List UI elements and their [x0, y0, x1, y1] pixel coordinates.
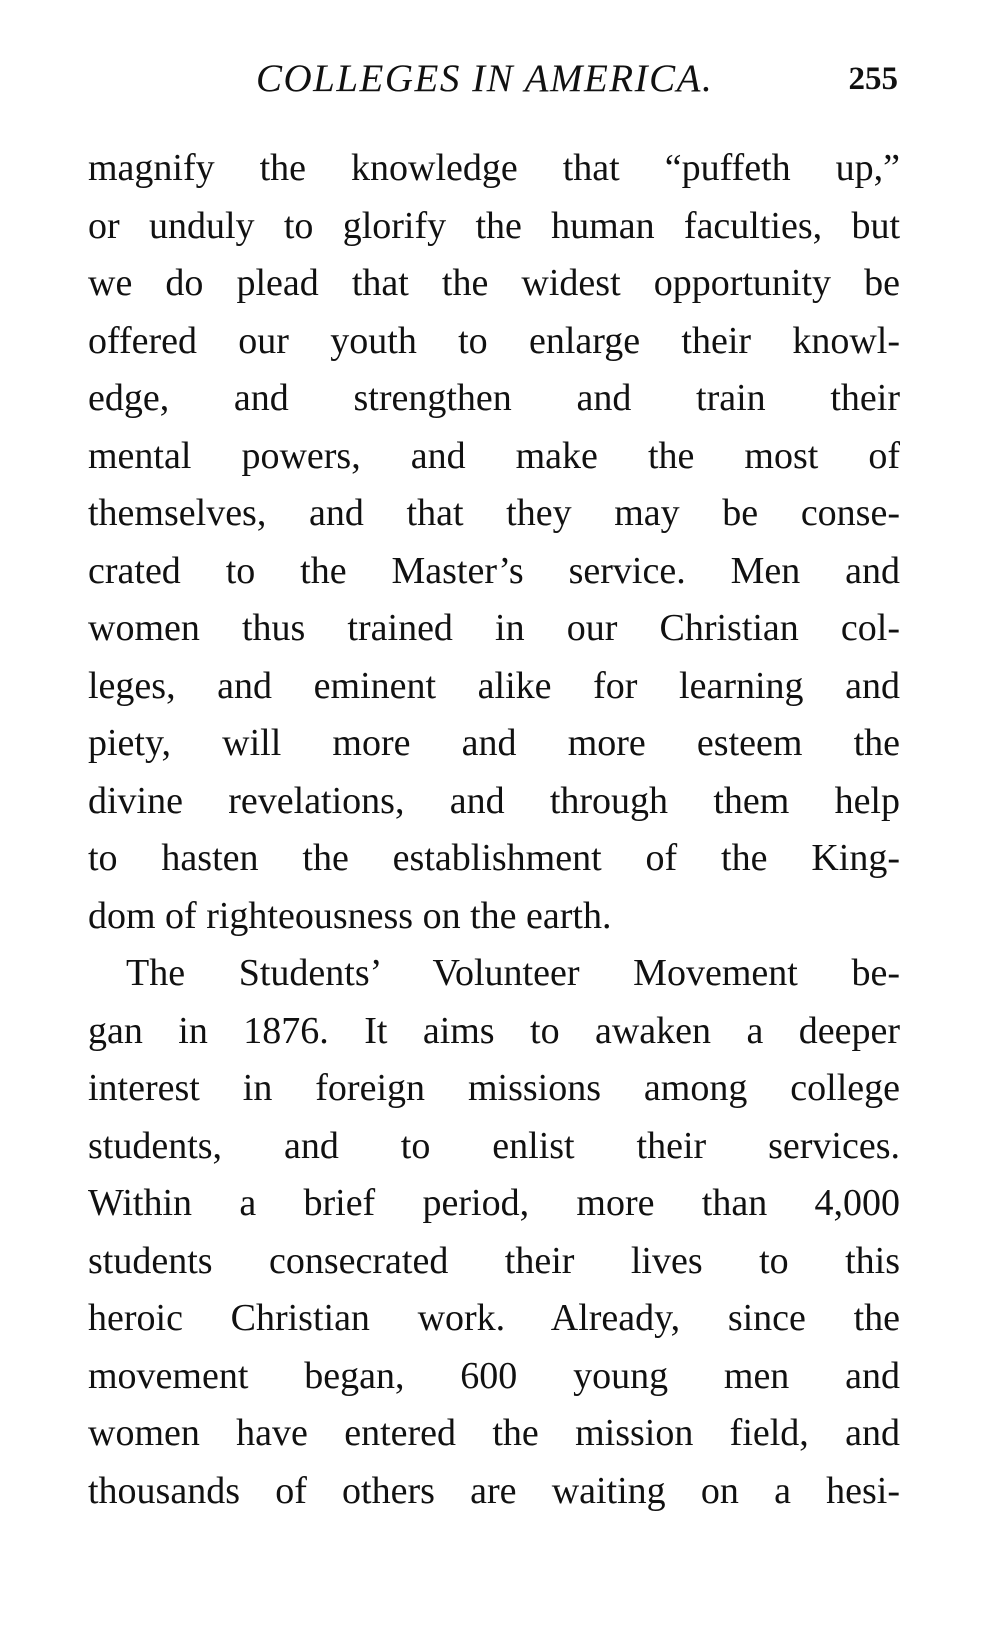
text-line: to hasten the establishment of the King-	[88, 837, 900, 879]
paragraph-2	[88, 945, 900, 1520]
text-line: piety, will more and more esteem the	[88, 722, 900, 764]
text-line: edge, and strengthen and train their	[88, 377, 900, 419]
body-text	[88, 140, 900, 1520]
text-line: dom of righteousness on the earth.	[88, 894, 612, 937]
text-line: women thus trained in our Christian col-	[88, 607, 900, 649]
text-line: magnify the knowledge that “puffeth up,”	[88, 147, 900, 189]
text-line: divine revelations, and through them help	[88, 779, 900, 822]
text-line: themselves, and that they may be conse-	[88, 492, 900, 534]
text-line: we do plead that the widest opportunity be	[88, 262, 900, 304]
text-line: leges, and eminent alike for learning and	[88, 664, 900, 707]
text-line: gan in 1876. It aims to awaken a deeper	[88, 1009, 900, 1052]
text-line: women have entered the mission field, and	[88, 1412, 900, 1454]
text-line: The Students’ Volunteer Movement be-	[126, 952, 900, 994]
running-head	[88, 56, 898, 102]
text-line: students consecrated their lives to this	[88, 1239, 900, 1282]
text-line: interest in foreign missions among college	[88, 1067, 900, 1109]
text-line: or unduly to glorify the human faculties, but	[88, 204, 900, 247]
text-line: heroic Christian work. Already, since the	[88, 1297, 900, 1339]
text-line: offered our youth to enlarge their knowl-	[88, 319, 900, 362]
text-line: crated to the Master’s service. Men and	[88, 549, 900, 592]
text-line: movement began, 600 young men and	[88, 1354, 900, 1397]
running-title: COLLEGES IN AMERICA.	[256, 57, 714, 100]
text-line: students, and to enlist their services.	[88, 1124, 900, 1167]
text-line: mental powers, and make the most of	[88, 434, 900, 477]
text-line: Within a brief period, more than 4,000	[88, 1182, 900, 1224]
page-number: 255	[848, 61, 898, 97]
paragraph-1	[88, 140, 900, 945]
text-line: thousands of others are waiting on a hesi-	[88, 1469, 900, 1512]
